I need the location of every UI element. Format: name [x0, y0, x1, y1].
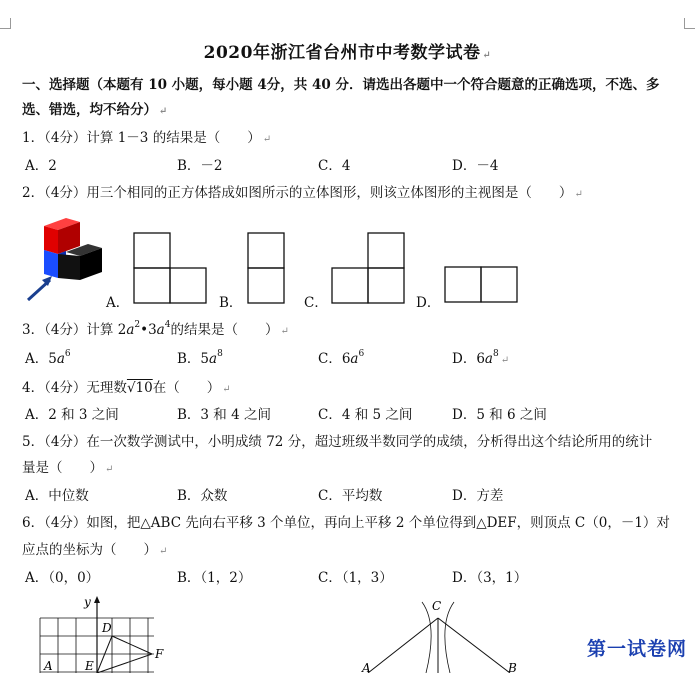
q3-var: a: [484, 351, 493, 367]
q3-stem-suffix: 的结果是（ ）: [170, 322, 279, 338]
q3-exp1: 2: [134, 320, 141, 330]
q6-option-c: C．（1，3）: [318, 570, 393, 586]
q5-option-d: D．方差: [452, 488, 504, 504]
q6-text1: 6．（4分）如图，把△ABC 先向右平移 3 个单位，再向上平移 2 个单位得到△DEF，则顶点 C（0，－1）对: [22, 515, 670, 531]
q2-option-d-figure: [444, 266, 520, 304]
q1-option-b: B．－2: [177, 158, 223, 174]
return-mark: ↵: [222, 384, 231, 395]
point-f-label: F: [155, 647, 164, 661]
q3-option-c-label: C．6: [318, 351, 351, 367]
q6-grid-figure: [34, 594, 174, 673]
section-heading-line1: [22, 76, 659, 94]
crop-mark-top-right: [684, 18, 695, 29]
q4-option-a: A．2 和 3 之间: [25, 407, 119, 423]
point-d-label: D: [102, 621, 112, 635]
axis-y-label: y: [84, 595, 91, 609]
q6-option-a: A．（0，0）: [25, 570, 100, 586]
q2-option-c: C．: [304, 295, 328, 311]
point-c-label: C: [432, 599, 442, 613]
q4-option-b: B．3 和 4 之间: [177, 407, 271, 423]
cube-figure: [20, 212, 112, 306]
question-1-stem: [22, 129, 271, 149]
q1-option-a: A．2: [25, 158, 57, 174]
q5-text1: 5．（4分）在一次数学测试中，小明成绩 72 分，超过班级半数同学的成绩，分析得出这个结论所用的统计: [22, 434, 653, 450]
return-mark: ↵: [482, 50, 492, 61]
q3-stem-mid: •3: [140, 322, 157, 338]
q7-angle-figure: [360, 594, 530, 673]
page-title: [0, 38, 695, 63]
q5-text2: 量是（ ）: [22, 460, 103, 476]
title-text: 2020年浙江省台州市中考数学试卷: [203, 43, 481, 63]
watermark: 第一试卷网: [586, 638, 687, 660]
return-mark: ↵: [159, 106, 168, 117]
section-heading-text1: 一、选择题（本题有 10 小题，每小题 4分，共 40 分．请选出各题中一个符合题意的正确选项，不选、多: [22, 77, 660, 93]
q3-exp2: 4: [164, 320, 171, 330]
q6-option-d: D．（3，1）: [452, 570, 528, 586]
q2-stem-text: 2．（4分）用三个相同的正方体搭成如图所示的立体图形，则该立体图形的主视图是（ ）: [22, 185, 573, 201]
question-4-stem: [22, 379, 231, 399]
q5-option-b: B．众数: [177, 488, 228, 504]
question-6-line1: [22, 514, 670, 532]
q3-option-d-exp: 8: [492, 349, 499, 359]
q2-option-b-figure: [247, 232, 287, 304]
return-mark: ↵: [105, 464, 114, 475]
q3-var: a: [156, 322, 165, 338]
q6-option-b: B．（1，2）: [177, 570, 252, 586]
question-5-line2: [22, 459, 113, 479]
q1-option-d: D．－4: [452, 158, 499, 174]
q3-stem-prefix: 3．（4分）计算 2: [22, 322, 127, 338]
q2-option-a-figure: [133, 232, 209, 304]
q6-text2: 应点的坐标为（ ）: [22, 542, 157, 558]
q3-option-c: [318, 350, 364, 368]
return-mark: ↵: [500, 355, 510, 366]
point-b-label: B: [508, 661, 517, 673]
point-e-label: E: [85, 659, 94, 673]
q1-option-c: C．4: [318, 158, 351, 174]
q1-stem-text: 1．（4分）计算 1－3 的结果是（ ）: [22, 130, 261, 146]
return-mark: ↵: [280, 326, 289, 337]
question-3-stem: [22, 321, 289, 341]
q3-option-c-exp: 6: [358, 349, 365, 359]
q2-option-c-figure: [331, 232, 407, 304]
point-a2-label: A: [362, 661, 371, 673]
q3-option-a-exp: 6: [64, 349, 71, 359]
q3-option-b: [177, 350, 223, 368]
q2-option-a: A．: [106, 295, 130, 311]
q2-option-b: B．: [219, 295, 243, 311]
section-heading-text2: 选、错选，均不给分）: [22, 102, 157, 118]
q5-option-a: A．中位数: [25, 488, 89, 504]
crop-mark-top-left: [0, 18, 11, 29]
q3-option-a-label: A．5: [25, 351, 57, 367]
q3-option-b-label: B．5: [177, 351, 210, 367]
q3-option-a: [25, 350, 71, 368]
q3-var: a: [126, 322, 135, 338]
return-mark: ↵: [159, 546, 168, 557]
q3-option-b-exp: 8: [217, 349, 223, 359]
return-mark: ↵: [574, 189, 583, 200]
q3-var: a: [56, 351, 65, 367]
question-2-stem: [22, 184, 583, 204]
question-5-line1: [22, 433, 652, 451]
question-6-line2: [22, 541, 167, 561]
q3-option-d: [452, 350, 509, 370]
q4-option-c: C．4 和 5 之间: [318, 407, 413, 423]
return-mark: ↵: [262, 134, 272, 145]
q4-stem-prefix: 4．（4分）无理数: [22, 380, 127, 396]
q4-radical: √10: [126, 380, 153, 396]
point-a-label: A: [44, 659, 53, 673]
q2-option-d: D．: [416, 295, 441, 311]
q5-option-c: C．平均数: [318, 488, 383, 504]
q4-option-d: D．5 和 6 之间: [452, 407, 547, 423]
q3-var: a: [209, 351, 218, 367]
section-heading-line2: [22, 101, 167, 121]
q3-option-d-label: D．6: [452, 351, 485, 367]
q3-var: a: [350, 351, 359, 367]
q4-stem-suffix: 在（ ）: [152, 380, 221, 396]
